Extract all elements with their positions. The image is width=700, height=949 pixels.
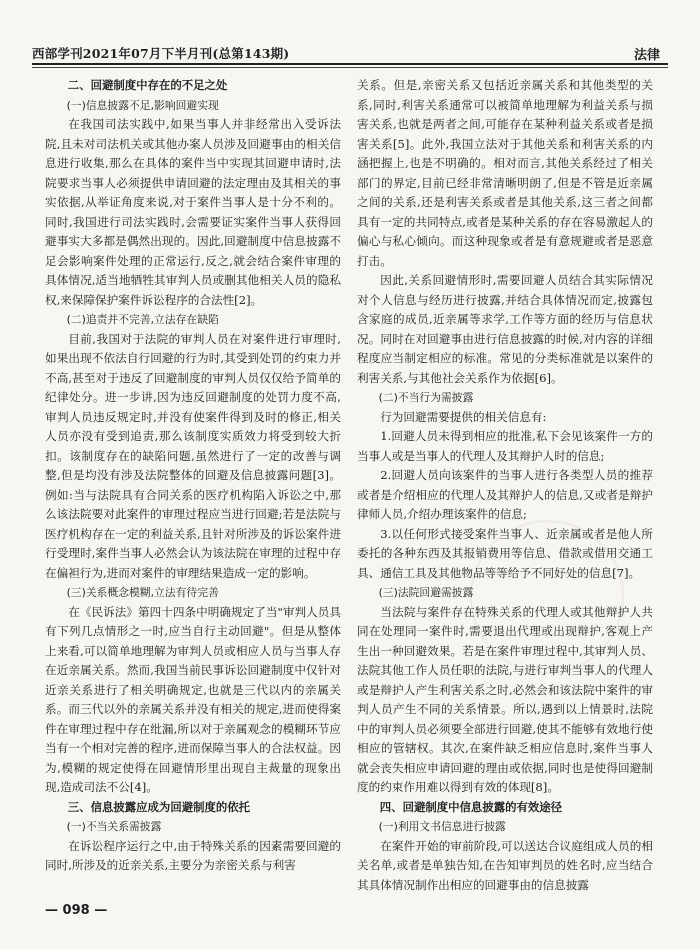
paragraph: 行为回避需要提供的相关信息有: (380, 409, 547, 424)
page-header (0, 0, 700, 62)
paragraph: 2.回避人员向该案件的当事人进行各类型人员的推荐或者是介绍相应的代理人及其辩护人的信息,又或者是辩护律师人员,介绍办理该案件的信息; (357, 468, 653, 521)
section-heading: 四、回避制度中信息披露的有效途径 (379, 799, 563, 814)
subsection-heading: (一)利用文书信息进行披露 (378, 820, 506, 833)
paragraph: 3.以任何形式接受案件当事人、近亲属或者是他人所委托的各种东西及其报销费用等信息、借款或借用交通工具、通信工具及其他物品等等给予不同好处的信息[7]。 (357, 526, 653, 580)
subsection-heading: (三)关系概念模糊,立法有待完善 (66, 586, 219, 599)
left-column (45, 76, 341, 876)
paragraph: 目前,我国对于法院的审判人员在对案件进行审理时,如果出现不依法自行回避的行为时,其受到处罚的约束力并不高,甚至对于违反了回避制度的审判人员仅仅给予简单的纪律处分。进一步讲,因为违反回避制度的处罚力度不高,审判人员违反规定时,并没有使案件得到及时的修正,相关人员亦没有受到追责,那么该制度实质效力将受到较大折扣。该制度存在的缺陷问题,虽然进行了一定的改善与调整,但是均没有涉及法院整体的回避及信息披露问题[3]。例如:当与法院具有合同关系的医疗机构陷入诉讼之中,那么该法院要对此案件的审理过程应当进行回避;若是法院与医疗机构存在一定的利益关系,且针对所涉及的诉讼案件进行受理时,案件当事人必然会认为该法院在审理的过程中存在偏袒行为,进而对案件的审理结果造成一定的影响。 (45, 331, 341, 580)
subsection-heading: (一)不当关系需披露 (66, 820, 162, 833)
paragraph: 在《民诉法》第四十四条中明确规定了当"审判人员具有下列几点情形之一时,应当自行主动回避"。但是从整体上来看,可以简单地理解为审判人员或相应人员与当事人存在近亲属关系。然而,我国当前民事诉讼回避制度中仅针对近亲关系进行了相关明确规定,也就是三代以内的亲属关系。而三代以外的亲属关系并没有相关的规定,进而使得案件在审理过程中存在纰漏,所以对于亲属观念的模糊环节应当有一个相对完善的程序,进而保障当事人的合法权益。因为,模糊的规定使得在回避情形里出现自主裁量的现象出现,造成司法不公[4]。 (45, 604, 341, 794)
paragraph: 当法院与案件存在特殊关系的代理人或其他辩护人共同在处理同一案件时,需要退出代理或出现辩护,客观上产生出一种回避效果。若是在案件审理过程中,其审判人员、法院其他工作人员任职的法院,与进行审判当事人的代理人或是辩护人产生利害关系之时,必然会和该法院中案件的审判人员产生不同的关系情景。所以,遇到以上情景时,法院中的审判人员必须要全部进行回避,使其不能够有效地行使相应的管辖权。其次,在案件缺乏相应信息时,案件当事人就会丧失相应申请回避的理由或依据,同时也是使得回避制度的约束作用难以得到有效的体现[8]。 (357, 604, 653, 794)
paragraph: 1.回避人员未得到相应的批准,私下会见该案件一方的当事人或是当事人的代理人及其辩护人时的信息; (357, 429, 653, 463)
section-heading: 三、信息披露应成为回避制度的依托 (67, 799, 251, 814)
subsection-heading: (二)不当行为需披露 (378, 391, 474, 404)
header-rule-thin (32, 67, 668, 68)
paragraph: 在诉讼程序运行之中,由于特殊关系的因素需要回避的同时,所涉及的近亲关系,主要分为亲密关系与利害 (45, 838, 341, 872)
subsection-heading: (三)法院回避需披露 (378, 586, 474, 599)
page-number: — 098 — (45, 903, 108, 918)
header-rule-thick (32, 63, 668, 65)
paragraph: 因此,关系回避情形时,需要回避人员结合其实际情况对个人信息与经历进行披露,并结合具体情况而定,披露包含家庭的成员,近亲属等求学,工作等方面的经历与信息状况。同时在对回避事由进行信息披露的时候,对内容的详细程度应当制定相应的标准。常见的分类标准就是以案件的利害关系,与其他社会关系作为依据[6]。 (357, 273, 653, 385)
paragraph: 在我国司法实践中,如果当事人并非经常出入受诉法院,且未对司法机关或其他办案人员涉及回避事由的相关信息进行收集,那么在具体的案件当中实现其回避申请时,法院要求当事人必须提供申请回避的法定理由及其相关的事实依据,从举证角度来说,对于案件当事人是十分不利的。同时,我国进行司法实践时,会需要证实案件当事人获得回避事实大多都是偶然出现的。因此,回避制度中信息披露不足会影响案件处理的正常运行,反之,就会结合案件审理的具体情况,适当地牺牲其审判人员或删其他相关人员的隐私权,来保障保护案件诉讼程序的合法性[2]。 (45, 117, 341, 307)
section-heading: 二、回避制度中存在的不足之处 (67, 78, 228, 92)
right-column (357, 76, 653, 895)
subsection-heading: (二)追责并不完善,立法存在缺陷 (66, 313, 219, 326)
journal-title: 西部学刊2021年07月下半月刊(总第143期) (32, 46, 290, 61)
section-label: 法律 (633, 48, 660, 63)
subsection-heading: (一)信息披露不足,影响回避实现 (66, 98, 219, 112)
paragraph: 在案件开始的审前阶段,可以送达合议庭组成人员的相关名单,或者是单独告知,在告知审判员的姓名时,应当结合其具体情况制作出相应的回避事由的信息披露 (357, 838, 653, 892)
paragraph: 关系。但是,亲密关系又包括近亲属关系和其他类型的关系,同时,利害关系通常可以被简单地理解为利益关系与损害关系,也就是两者之间,可能存在某种利益关系或者是损害关系[5]。此外,我国立法对于其他关系和利害关系的内涵把握上,也是不明确的。相对而言,其他关系经过了相关部门的界定,目前已经非常清晰明朗了,但是不管是近亲属之间的关系,还是利害关系或者是其他关系,这三者之间都具有一定的共同特点,或者是某种关系的存在容易激起人的偏心与私心倾向。而这种现象或者是有意规避或者是恶意打击。 (357, 78, 653, 268)
